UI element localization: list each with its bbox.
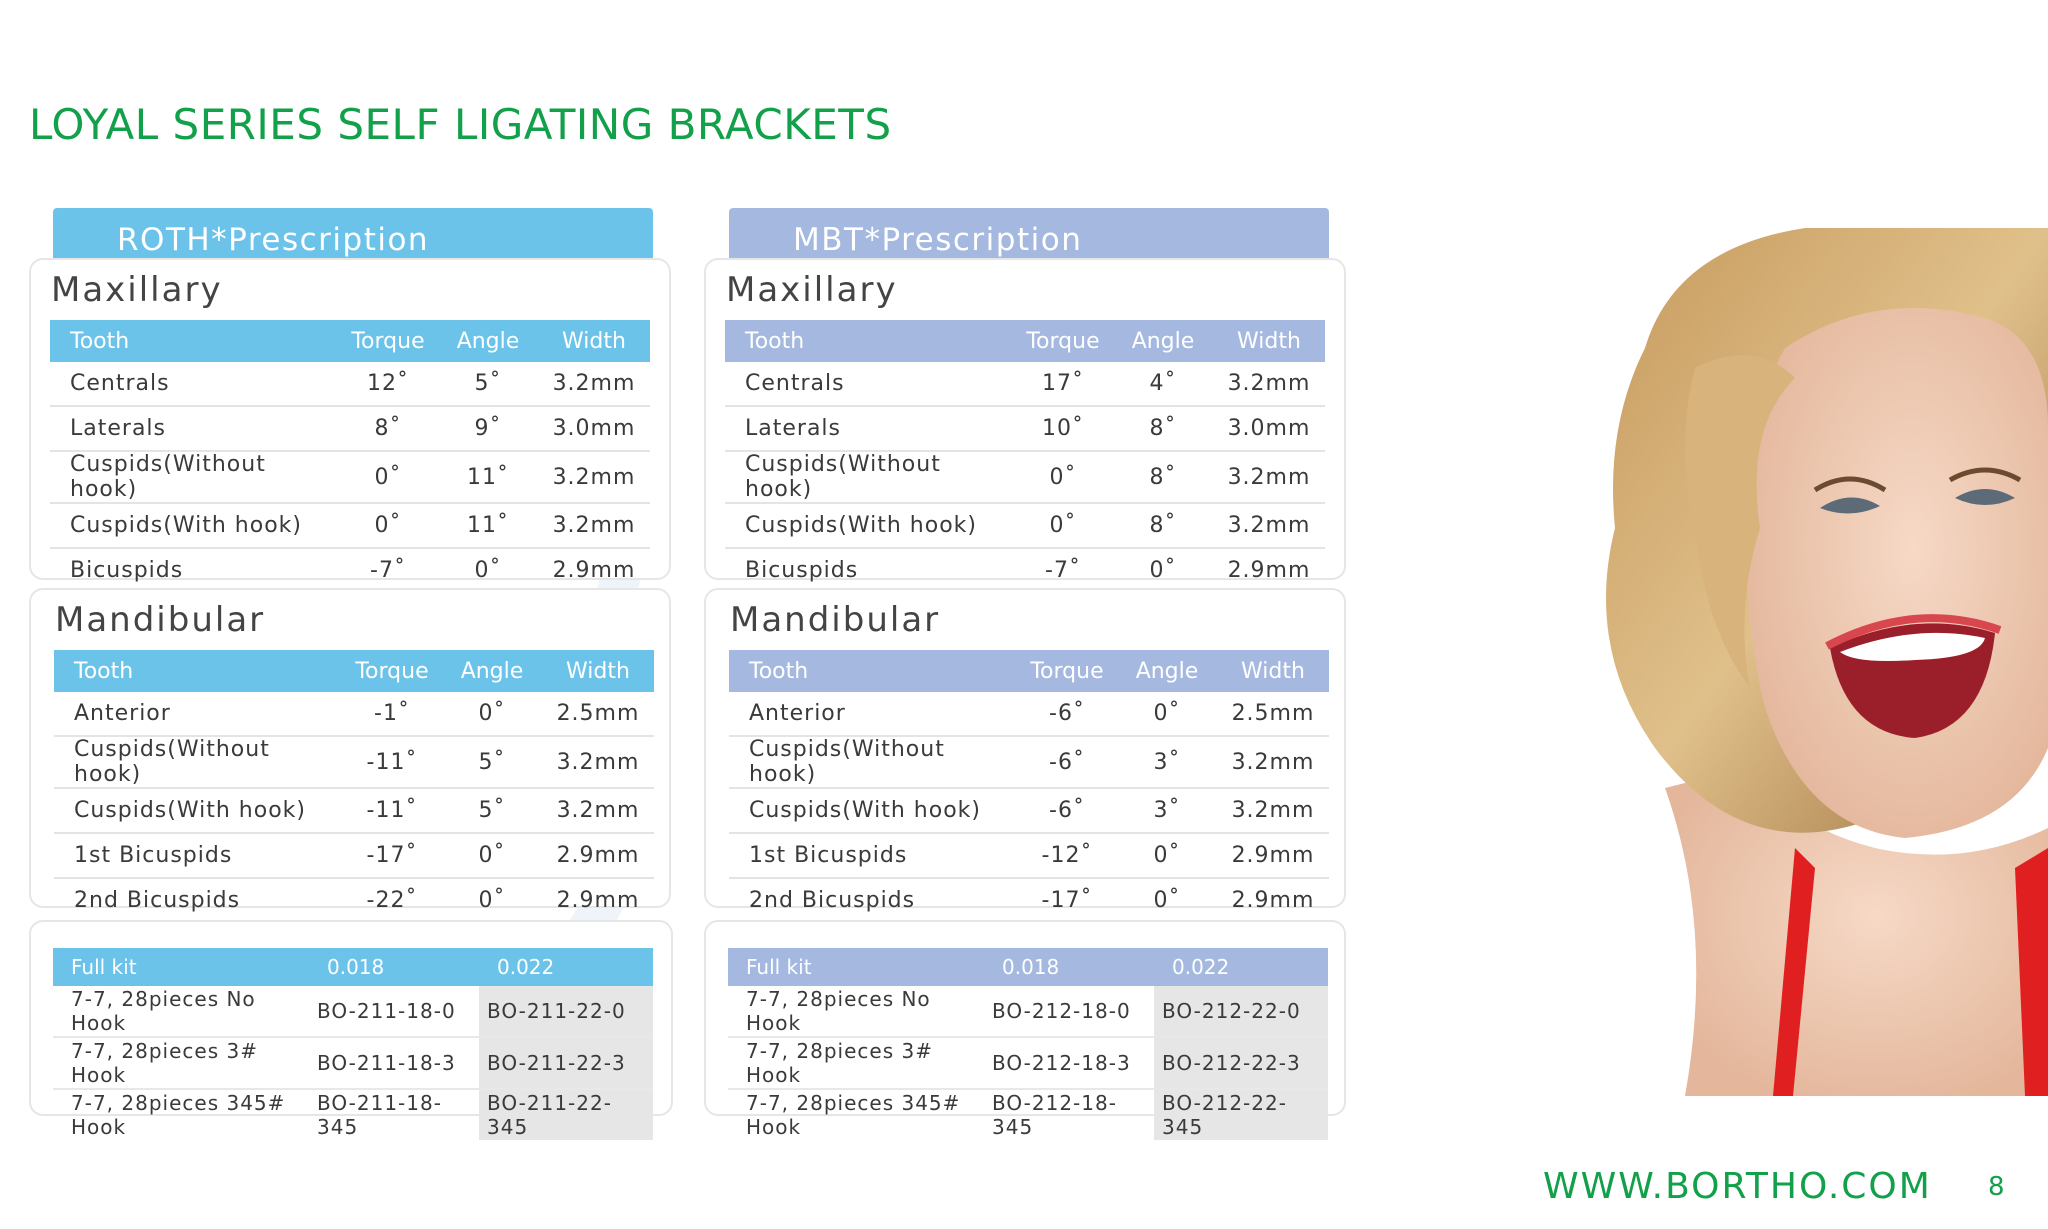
torque-cell: -6˚ <box>1017 788 1117 833</box>
table-row <box>54 788 654 833</box>
tooth-cell: 1st Bicuspids <box>54 833 342 878</box>
tooth-cell: Cuspids(Without hook) <box>54 736 342 788</box>
roth-kit-table <box>53 948 653 1140</box>
table-row <box>729 736 1329 788</box>
width-cell: 2.9mm <box>542 833 654 878</box>
angle-cell: 0˚ <box>478 888 506 913</box>
tooth-cell: Bicuspids <box>745 558 859 583</box>
width-cell: 2.9mm <box>552 558 636 583</box>
table-row <box>54 692 654 736</box>
table-row <box>53 1089 653 1140</box>
width-cell: 3.2mm <box>538 503 650 548</box>
kit-code-018-cell: BO-212-18-345 <box>992 1091 1117 1139</box>
table-row <box>729 788 1329 833</box>
torque-cell: 10˚ <box>1013 406 1113 451</box>
width-cell: 3.2mm <box>542 788 654 833</box>
torque-cell: -7˚ <box>370 558 406 583</box>
roth-kit-card <box>29 920 673 1139</box>
torque-cell: -6˚ <box>1017 736 1117 788</box>
column-header-torque: Torque <box>338 320 438 362</box>
column-header-angle: Angle <box>438 320 538 362</box>
kit-code-022-cell: BO-211-22-0 <box>479 986 653 1037</box>
column-header-angle: Angle <box>1117 650 1217 692</box>
kit-code-022-cell: BO-212-22-0 <box>1154 986 1328 1037</box>
tooth-cell: Centrals <box>725 362 1013 406</box>
kit-code-022-cell: BO-211-22-345 <box>479 1089 653 1140</box>
torque-cell: 8˚ <box>338 406 438 451</box>
kit-description-cell: 7-7, 28pieces No Hook <box>728 986 984 1037</box>
width-cell: 3.2mm <box>538 362 650 406</box>
table-row <box>725 503 1325 548</box>
tooth-cell: 1st Bicuspids <box>729 833 1017 878</box>
column-header-torque: Torque <box>1013 320 1113 362</box>
angle-cell: 4˚ <box>1113 362 1213 406</box>
tooth-cell: Cuspids(With hook) <box>729 788 1017 833</box>
table-row <box>50 362 650 406</box>
width-cell: 3.0mm <box>538 406 650 451</box>
torque-cell: 17˚ <box>1013 362 1113 406</box>
kit-header-full-kit: Full kit <box>728 948 984 986</box>
angle-cell: 5˚ <box>442 736 542 788</box>
tooth-cell: Cuspids(With hook) <box>50 503 338 548</box>
table-row <box>50 503 650 548</box>
mbt-mandibular-title: Mandibular <box>730 600 941 640</box>
torque-cell: 0˚ <box>338 451 438 503</box>
kit-description-cell: 7-7, 28pieces 345# Hook <box>71 1091 286 1139</box>
mbt-mandibular-table <box>729 650 1329 922</box>
kit-code-018-cell: BO-212-18-3 <box>984 1037 1154 1089</box>
column-header-width: Width <box>538 320 650 362</box>
torque-cell: -1˚ <box>342 692 442 736</box>
column-header-width: Width <box>542 650 654 692</box>
angle-cell: 8˚ <box>1113 503 1213 548</box>
roth-mandibular-card <box>29 588 671 913</box>
torque-cell: 0˚ <box>1013 451 1113 503</box>
angle-cell: 3˚ <box>1117 736 1217 788</box>
torque-cell: -12˚ <box>1017 833 1117 878</box>
table-row <box>728 986 1328 1037</box>
kit-code-022-cell: BO-211-22-3 <box>479 1037 653 1089</box>
roth-mandibular-title: Mandibular <box>55 600 266 640</box>
column-header-tooth: Tooth <box>50 320 338 362</box>
roth-prescription-tab: ROTH*Prescription <box>53 208 653 258</box>
tooth-cell: Cuspids(Without hook) <box>725 451 1013 503</box>
mbt-mandibular-card <box>704 588 1346 913</box>
width-cell: 3.0mm <box>1213 406 1325 451</box>
angle-cell: 11˚ <box>438 451 538 503</box>
table-row <box>729 692 1329 736</box>
mbt-maxillary-card <box>704 258 1346 583</box>
column-header-tooth: Tooth <box>54 650 342 692</box>
table-row <box>725 406 1325 451</box>
roth-maxillary-title: Maxillary <box>51 270 223 310</box>
kit-header-022: 0.022 <box>1154 948 1328 986</box>
roth-mandibular-table <box>54 650 654 922</box>
kit-code-018-cell: BO-211-18-0 <box>309 986 479 1037</box>
angle-cell: 8˚ <box>1113 406 1213 451</box>
angle-cell: 11˚ <box>438 503 538 548</box>
column-header-angle: Angle <box>442 650 542 692</box>
table-row <box>54 833 654 878</box>
tooth-cell: Bicuspids <box>70 558 184 583</box>
mbt-maxillary-title: Maxillary <box>726 270 898 310</box>
column-header-width: Width <box>1217 650 1329 692</box>
kit-code-018-cell: BO-211-18-345 <box>317 1091 442 1139</box>
width-cell: 2.9mm <box>1231 888 1315 913</box>
tooth-cell: Cuspids(With hook) <box>54 788 342 833</box>
table-row <box>53 1037 653 1089</box>
width-cell: 3.2mm <box>542 736 654 788</box>
angle-cell: 5˚ <box>438 362 538 406</box>
table-row <box>728 1089 1328 1140</box>
torque-cell: -11˚ <box>342 736 442 788</box>
table-row <box>50 548 650 592</box>
tooth-cell: Cuspids(Without hook) <box>729 736 1017 788</box>
mbt-kit-table <box>728 948 1328 1140</box>
torque-cell: -22˚ <box>366 888 418 913</box>
kit-description-cell: 7-7, 28pieces 3# Hook <box>53 1037 309 1089</box>
torque-cell: -17˚ <box>342 833 442 878</box>
width-cell: 2.5mm <box>542 692 654 736</box>
table-row <box>729 878 1329 922</box>
tooth-cell: 2nd Bicuspids <box>74 888 241 913</box>
torque-cell: -17˚ <box>1041 888 1093 913</box>
table-row <box>725 548 1325 592</box>
tooth-cell: Anterior <box>729 692 1017 736</box>
torque-cell: 0˚ <box>338 503 438 548</box>
roth-maxillary-card <box>29 258 671 583</box>
smiling-woman-photo <box>1545 228 2048 1096</box>
angle-cell: 0˚ <box>442 692 542 736</box>
angle-cell: 8˚ <box>1113 451 1213 503</box>
width-cell: 3.2mm <box>1213 362 1325 406</box>
torque-cell: 12˚ <box>338 362 438 406</box>
width-cell: 2.9mm <box>1227 558 1311 583</box>
column-header-tooth: Tooth <box>725 320 1013 362</box>
angle-cell: 0˚ <box>442 833 542 878</box>
table-row <box>50 451 650 503</box>
kit-code-022-cell: BO-212-22-3 <box>1154 1037 1328 1089</box>
column-header-tooth: Tooth <box>729 650 1017 692</box>
table-row <box>728 1037 1328 1089</box>
angle-cell: 5˚ <box>442 788 542 833</box>
website-link[interactable]: WWW.BORTHO.COM <box>1543 1166 1932 1207</box>
torque-cell: 0˚ <box>1013 503 1113 548</box>
mbt-maxillary-table <box>725 320 1325 592</box>
column-header-torque: Torque <box>342 650 442 692</box>
width-cell: 2.9mm <box>556 888 640 913</box>
table-row <box>53 986 653 1037</box>
roth-maxillary-table <box>50 320 650 592</box>
kit-code-018-cell: BO-212-18-0 <box>984 986 1154 1037</box>
kit-code-022-cell: BO-212-22-345 <box>1154 1089 1328 1140</box>
angle-cell: 0˚ <box>1153 888 1181 913</box>
table-row <box>54 878 654 922</box>
width-cell: 3.2mm <box>1217 788 1329 833</box>
tooth-cell: Laterals <box>725 406 1013 451</box>
width-cell: 3.2mm <box>538 451 650 503</box>
kit-code-018-cell: BO-211-18-3 <box>309 1037 479 1089</box>
angle-cell: 0˚ <box>1117 833 1217 878</box>
table-row <box>725 362 1325 406</box>
tooth-cell: Cuspids(With hook) <box>725 503 1013 548</box>
width-cell: 3.2mm <box>1217 736 1329 788</box>
column-header-width: Width <box>1213 320 1325 362</box>
angle-cell: 0˚ <box>474 558 502 583</box>
column-header-angle: Angle <box>1113 320 1213 362</box>
angle-cell: 3˚ <box>1117 788 1217 833</box>
kit-header-018: 0.018 <box>984 948 1154 986</box>
kit-header-022: 0.022 <box>479 948 653 986</box>
torque-cell: -7˚ <box>1045 558 1081 583</box>
column-header-torque: Torque <box>1017 650 1117 692</box>
tooth-cell: Centrals <box>50 362 338 406</box>
width-cell: 2.5mm <box>1217 692 1329 736</box>
angle-cell: 9˚ <box>438 406 538 451</box>
torque-cell: -6˚ <box>1017 692 1117 736</box>
tooth-cell: Anterior <box>54 692 342 736</box>
width-cell: 2.9mm <box>1217 833 1329 878</box>
mbt-kit-card <box>704 920 1346 1139</box>
angle-cell: 0˚ <box>1117 692 1217 736</box>
kit-description-cell: 7-7, 28pieces 3# Hook <box>728 1037 984 1089</box>
page-title: LOYAL SERIES SELF LIGATING BRACKETS <box>29 100 892 149</box>
kit-header-018: 0.018 <box>309 948 479 986</box>
torque-cell: -11˚ <box>342 788 442 833</box>
kit-header-full-kit: Full kit <box>53 948 309 986</box>
table-row <box>729 833 1329 878</box>
mbt-prescription-tab: MBT*Prescription <box>729 208 1329 258</box>
tooth-cell: Laterals <box>50 406 338 451</box>
tooth-cell: 2nd Bicuspids <box>749 888 916 913</box>
page-number: 8 <box>1988 1172 2005 1202</box>
table-row <box>50 406 650 451</box>
table-row <box>54 736 654 788</box>
width-cell: 3.2mm <box>1213 503 1325 548</box>
table-row <box>725 451 1325 503</box>
tooth-cell: Cuspids(Without hook) <box>50 451 338 503</box>
width-cell: 3.2mm <box>1213 451 1325 503</box>
angle-cell: 0˚ <box>1149 558 1177 583</box>
kit-description-cell: 7-7, 28pieces 345# Hook <box>746 1091 961 1139</box>
kit-description-cell: 7-7, 28pieces No Hook <box>53 986 309 1037</box>
